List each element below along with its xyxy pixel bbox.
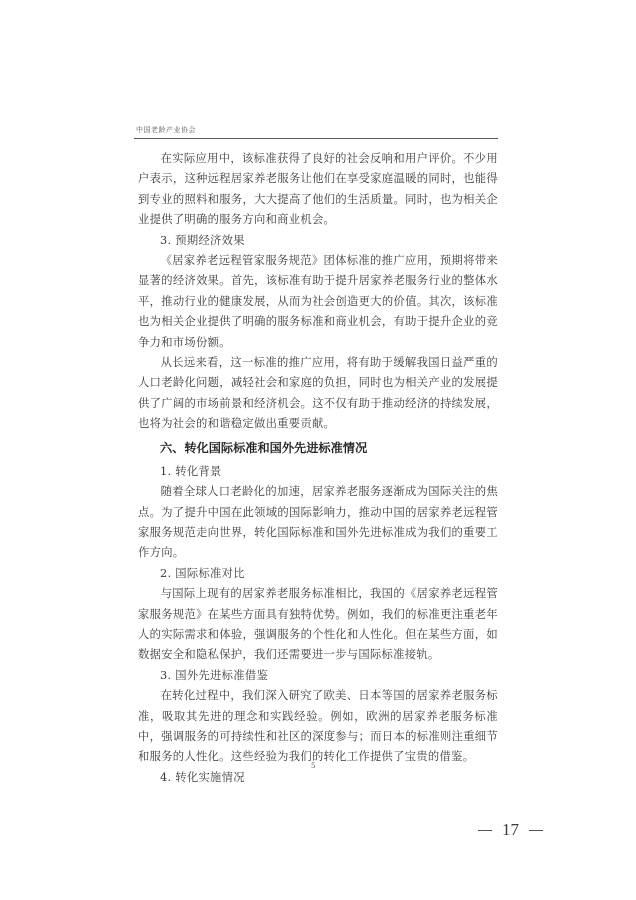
subheading-background: 1. 转化背景 [160, 464, 222, 478]
body-text [138, 149, 498, 788]
subheading-reference: 3. 国外先进标准借鉴 [160, 668, 269, 682]
paragraph-user-feedback: 在实际应用中，该标准获得了良好的社会反响和用户评价。不少用户表示，这种远程居家养老服务让他们在享受家庭温暖的同时，也能得到专业的照料和服务，大大提高了他们的生活质量。同时，也为相关企业提供了明确的服务方向和商业机会。 [138, 152, 498, 227]
subheading-economic-effect: 3. 预期经济效果 [160, 233, 245, 247]
header-rule [134, 138, 498, 139]
paragraph-economic-effect: 《居家养老远程管家服务规范》团体标准的推广应用，预期将带来显著的经济效果。首先，该标准有助于提升居家养老服务行业的整体水平，推动行业的健康发展，从而为社会创造更大的价值。其次，该标准也为相关企业提供了明确的服务标准和商业机会，有助于提升企业的竞争力和市场份额。 [138, 254, 498, 349]
paragraph-comparison: 与国际上现有的居家养老服务标准相比，我国的《居家养老远程管家服务规范》在某些方面具有独特优势。例如，我们的标准更注重老年人的实际需求和体验，强调服务的个性化和人性化。但在某些方面，如数据安全和隐私保护，我们还需要进一步与国际标准接轨。 [138, 587, 498, 662]
paragraph-reference: 在转化过程中，我们深入研究了欧美、日本等国的居家养老服务标准，吸取其先进的理念和实践经验。例如，欧洲的居家养老服务标准中，强调服务的可持续性和社区的深度参与；而日本的标准则注重细节和服务的人性化。这些经验为我们的转化工作提供了宝贵的借鉴。 [138, 689, 498, 764]
folio-dash-right [529, 830, 543, 831]
section-title: 六、转化国际标准和国外先进标准情况 [160, 440, 368, 455]
running-header: 中国老龄产业协会 [136, 126, 196, 134]
subheading-implementation: 4. 转化实施情况 [160, 770, 245, 784]
inner-page-number: 5 [311, 762, 316, 770]
page-number: 17 [502, 820, 519, 839]
page-number-footer [478, 820, 543, 840]
folio-dash-left [478, 830, 492, 831]
subheading-comparison: 2. 国际标准对比 [160, 566, 245, 580]
paragraph-background: 随着全球人口老龄化的加速，居家养老服务逐渐成为国际关注的焦点。为了提升中国在此领域的国际影响力，推动中国的居家养老远程管家服务规范走向世界，转化国际标准和国外先进标准成为我们的重要工作方向。 [138, 485, 498, 560]
paragraph-long-term: 从长远来看，这一标准的推广应用，将有助于缓解我国日益严重的人口老龄化问题，减轻社会和家庭的负担，同时也为相关产业的发展提供了广阔的市场前景和经济机会。这不仅有助于推动经济的持续发展，也将为社会的和谐稳定做出重要贡献。 [138, 356, 498, 431]
